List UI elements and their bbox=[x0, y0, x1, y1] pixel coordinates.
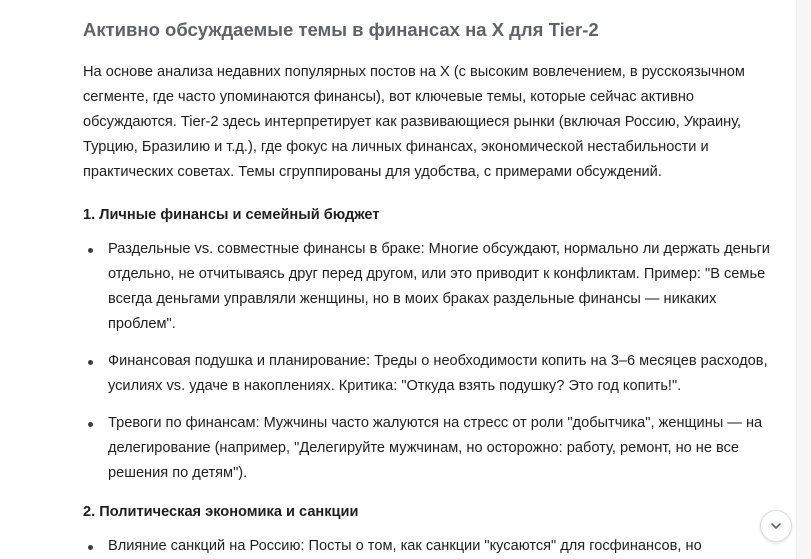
response-title: Активно обсуждаемые темы в финансах на X для Tier-2 bbox=[83, 19, 599, 40]
list-item: Влияние санкций на Россию: Посты о том, как санкции "кусаются" для госфинансов, но bbox=[83, 534, 773, 559]
section-list-personal-finance bbox=[83, 237, 773, 486]
chevron-down-icon bbox=[769, 519, 783, 533]
scroll-to-bottom-button[interactable] bbox=[760, 510, 792, 542]
section-heading-political-economy: 2. Политическая экономика и санкции bbox=[83, 504, 359, 520]
section-list-political-economy bbox=[83, 534, 773, 559]
scrollbar-track[interactable] bbox=[796, 0, 811, 559]
intro-paragraph: На основе анализа недавних популярных постов на X (с высоким вовлечением, в русскоязычном сегменте, где часто упоминаются финансы), вот ключевые темы, которые сейчас активно обсуждаются. Tier-2 здесь интерпретирует как развивающиеся рынки (включая Россию, Украину, Турцию, Бразилию и т.д.), где фокус на личных финансах, экономической нестабильности и практических советах. Темы сгруппированы для удобства, с примерами обсуждений. bbox=[83, 64, 745, 180]
list-item: Финансовая подушка и планирование: Треды о необходимости копить на 3–6 месяцев расходов, усилиях vs. удаче в накоплениях. Критика: "Откуда взять подушку? Это год копить!". bbox=[83, 349, 773, 399]
list-item: Раздельные vs. совместные финансы в браке: Многие обсуждают, нормально ли держать деньги отдельно, не отчитываясь друг перед другом, или это приводит к конфликтам. Пример: "В семье всегда деньгами управляли женщины, но в моих браках раздельные финансы — никаких проблем". bbox=[83, 237, 773, 337]
list-item: Тревоги по финансам: Мужчины часто жалуются на стресс от роли "добытчика", женщины — на делегирование (например, "Делегируйте мужчинам, но осторожно: работу, ремонт, но не все решения по детям"). bbox=[83, 411, 773, 486]
response-content bbox=[83, 18, 773, 559]
section-heading-personal-finance: 1. Личные финансы и семейный бюджет bbox=[83, 207, 380, 223]
